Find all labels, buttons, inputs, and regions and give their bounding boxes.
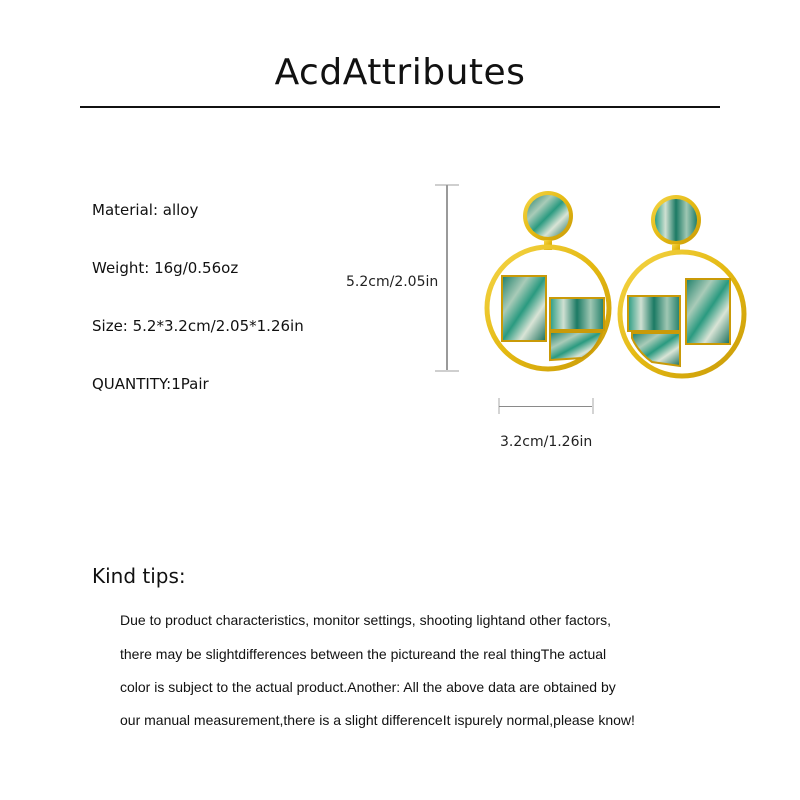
left-earring bbox=[487, 191, 609, 369]
tip-line: color is subject to the actual product.Another: All the above data are obtained by bbox=[120, 679, 616, 695]
right-earring bbox=[620, 195, 744, 376]
width-dimension-line bbox=[499, 406, 593, 407]
width-dimension-label: 3.2cm/1.26in bbox=[500, 434, 593, 450]
tip-line: our manual measurement,there is a slight differenceIt ispurely normal,please know! bbox=[120, 712, 635, 728]
tip-line: Due to product characteristics, monitor settings, shooting lightand other factors, bbox=[120, 612, 612, 628]
page-title: AcdAttributes bbox=[274, 52, 526, 93]
tips-title: Kind tips: bbox=[92, 564, 186, 588]
spec-size: Size: 5.2*3.2cm/2.05*1.26in bbox=[92, 317, 304, 335]
height-dimension-line bbox=[446, 185, 448, 371]
title-divider bbox=[80, 106, 720, 108]
tip-line: there may be slightdifferences between the pictureand the real thingThe actual bbox=[120, 646, 607, 662]
spec-material: Material: alloy bbox=[92, 201, 199, 219]
spec-quantity: QUANTITY:1Pair bbox=[92, 375, 209, 393]
height-dimension-label: 5.2cm/2.05in bbox=[346, 274, 439, 290]
height-dimension-cap-bottom bbox=[435, 370, 459, 372]
product-image-earrings bbox=[472, 180, 762, 380]
width-dimension-cap-right bbox=[592, 398, 594, 414]
spec-weight: Weight: 16g/0.56oz bbox=[92, 259, 239, 277]
